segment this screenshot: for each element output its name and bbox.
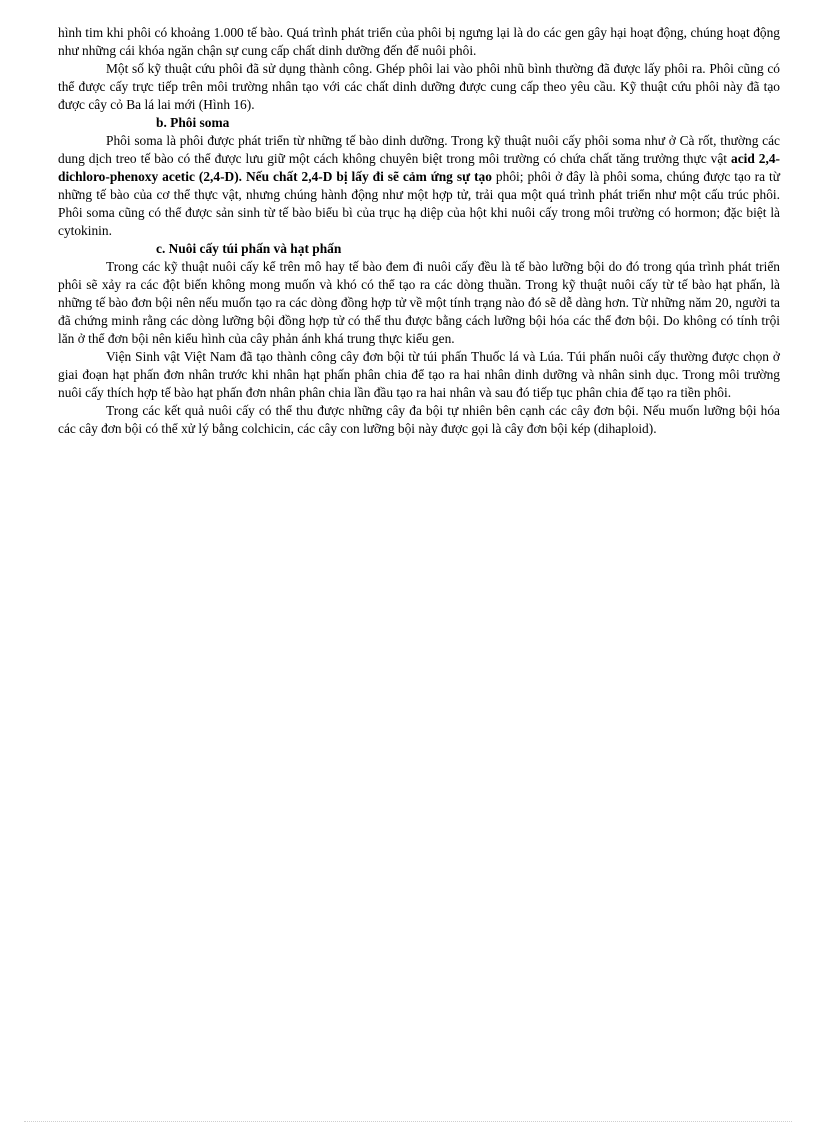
paragraph-text: Phôi soma là phôi được phát triển từ những tế bào dinh dưỡng. Trong kỹ thuật nuôi cấy phôi soma như ở Cà rốt, thường các dung dịch treo tế bào có thể được lưu giữ một cách không chuyên biệt trong môi trường có chứa chất tăng trưởng thực vật: [58, 133, 780, 166]
section-heading-anther-culture: c. Nuôi cấy túi phấn và hạt phấn: [156, 241, 342, 256]
bold-emphasis: acid 2,4-dichloro-phenoxy acetic (2,4-D). Nếu chất 2,4-D bị lấy đi sẽ cảm ứng sự tạo: [58, 151, 780, 184]
paragraph-continuation: hình tim khi phôi có khoảng 1.000 tế bào. Quá trình phát triển của phôi bị ngưng lại là do các gen gây hại hoạt động, chúng hoạt động như những cái khóa ngăn chận sự cung cấp chất dinh dưỡng đến để nuôi phôi.: [58, 25, 780, 58]
page-bottom-divider: [24, 1121, 792, 1122]
paragraph-vietnam-institute: Viện Sinh vật Việt Nam đã tạo thành công cây đơn bội từ túi phấn Thuốc lá và Lúa. Túi phấn nuôi cấy thường được chọn ở giai đoạn hạt phấn đơn nhân trước khi nhân hạt phấn phân chia để tạo ra hai nhân dinh dưỡng và nhân sinh dục. Trong môi trường nuôi cấy thích hợp tế bào hạt phấn đơn nhân phân chia lần đầu tạo ra hai nhân và sau đó tiếp tục phân chia để tạo ra tiền phôi.: [58, 349, 780, 400]
section-heading-somatic-embryo: b. Phôi soma: [156, 115, 230, 130]
paragraph-text: phôi; phôi ở đây là phôi soma, chúng được tạo ra từ những tế bào của cơ thể thực vật, nhưng chúng hành động như một hợp tử, trải qua một quá trình phát triển như một cấu trúc phôi. Phôi soma cũng có thể được sản sinh từ tế bào biểu bì của trục hạ diệp của hột khi nuôi cấy trong môi trường có hormon; đặc biệt là cytokinin.: [58, 169, 781, 238]
paragraph-somatic-embryo: [58, 132, 780, 240]
paragraph-dihaploid: Trong các kết quả nuôi cấy có thể thu được những cây đa bội tự nhiên bên cạnh các cây đơn bội. Nếu muốn lưỡng bội hóa các cây đơn bội có thể xử lý bằng colchicin, các cây con lưỡng bội này được gọi là cây đơn bội kép (dihaploid).: [58, 403, 780, 436]
paragraph-haploid-culture: Trong các kỹ thuật nuôi cấy kể trên mô hay tế bào đem đi nuôi cấy đều là tế bào lưỡng bội do đó trong qúa trình phát triển phôi sẽ xảy ra các đột biến không mong muốn và khó có thể tạo ra các dòng thuần. Trong kỹ thuật nuôi cấy từ tế bào hạt phấn, là những tế bào đơn bội nên nếu muốn tạo ra các dòng đồng hợp tử về một tính trạng nào đó sẽ dễ dàng hơn. Từ những năm 20, người ta đã chứng minh rằng các dòng lưỡng bội đồng hợp tử có thể thu được bằng cách lưỡng bội hóa các thể đơn bội. Do không có tính trội lăn ở thể đơn bội nên kiểu hình của cây phản ánh khá trung thực kiểu gen.: [58, 259, 780, 346]
document-page: [58, 24, 780, 438]
paragraph-embryo-rescue: Một số kỹ thuật cứu phôi đã sử dụng thành công. Ghép phôi lai vào phôi nhũ bình thường đã được lấy phôi ra. Phôi cũng có thể được cấy trực tiếp trên môi trường nhân tạo với các chất dinh dưỡng được cung cấp theo yêu cầu. Kỹ thuật cứu phôi này đã tạo được cây cỏ Ba lá lai mới (Hình 16).: [58, 61, 780, 112]
